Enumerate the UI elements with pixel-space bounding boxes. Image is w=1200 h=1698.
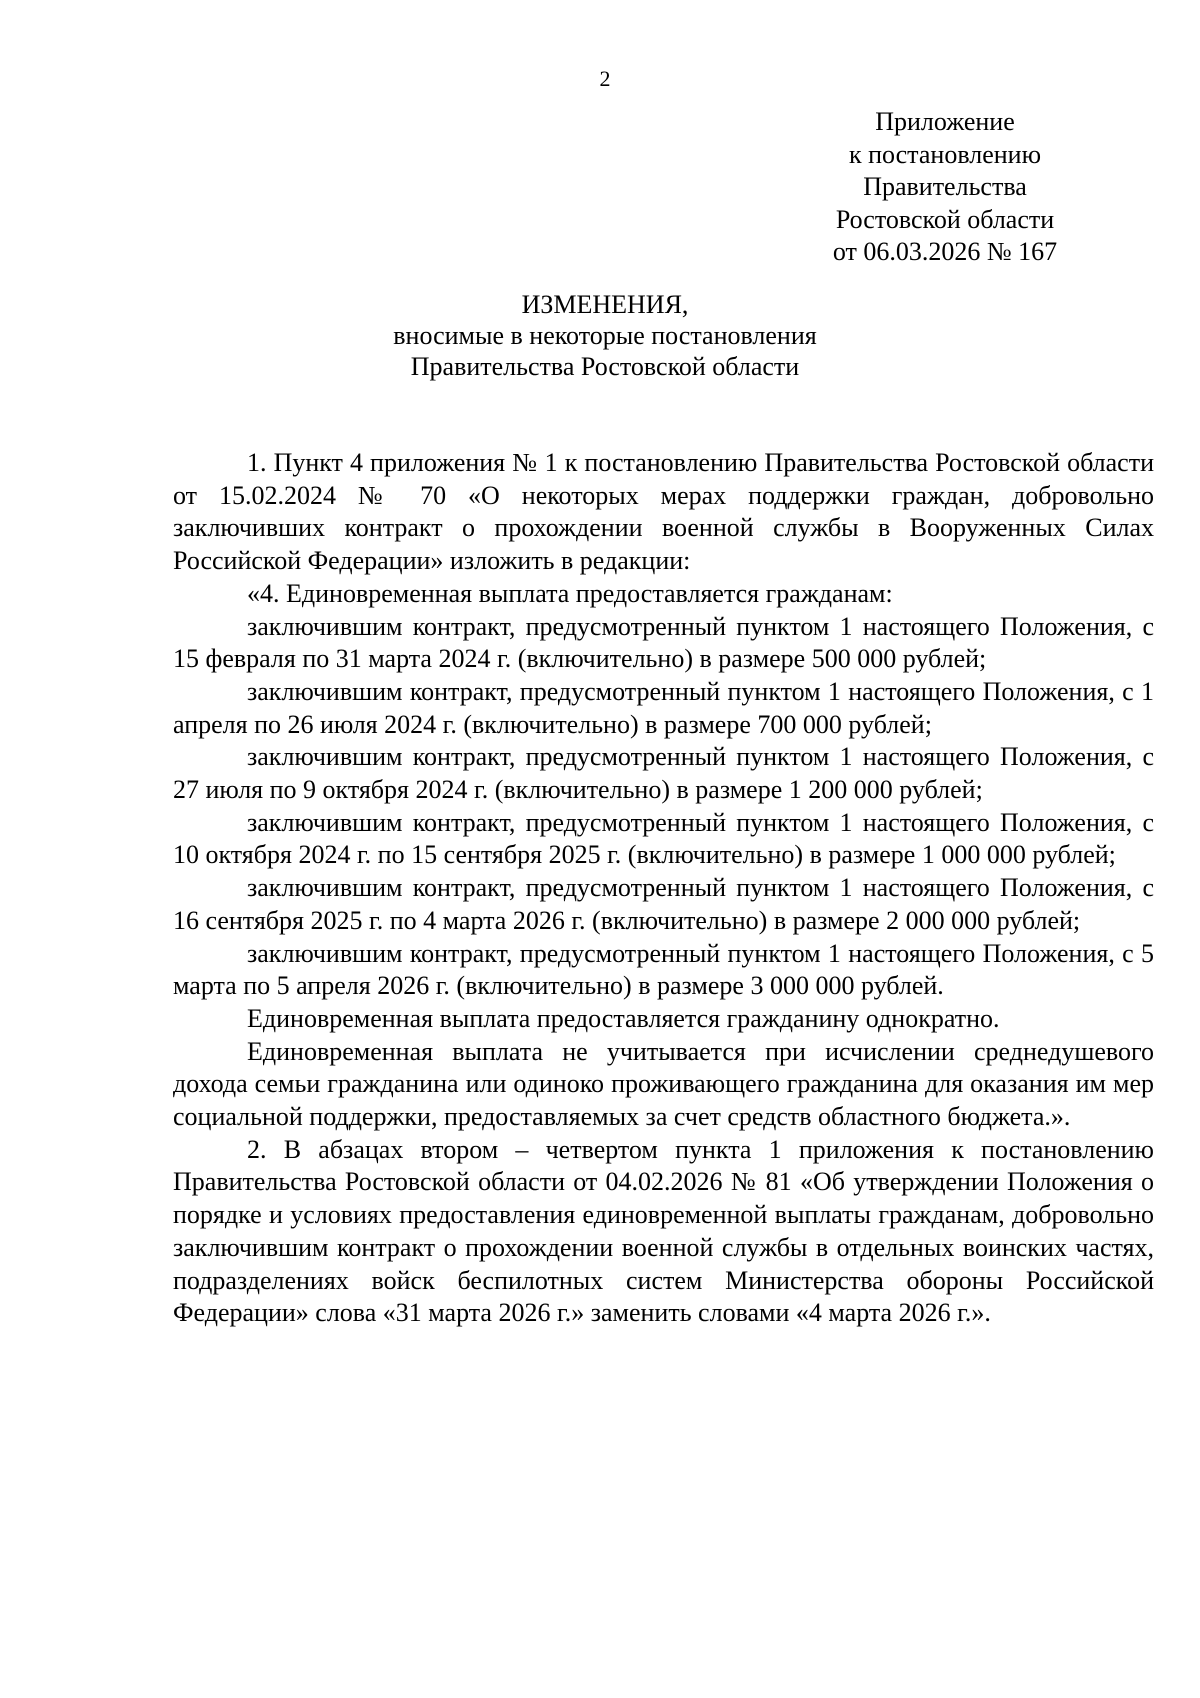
paragraph-payment-3000k: заключившим контракт, предусмотренный пунктом 1 настоящего Положения, с 5 марта по 5 апреля 2026 г. (включительно) в размере 3 000 000 рублей. bbox=[173, 938, 1154, 1001]
heading-title: ИЗМЕНЕНИЯ, bbox=[521, 290, 689, 319]
paragraph-item-2: 2. В абзацах втором – четвертом пункта 1 приложения к постановлению Правительства Ростовской области от 04.02.2026 № 81 «Об утверждении Положения о порядке и условиях предоставления единовременной выплаты гражданам, добровольно заключившим контракт о прохождении военной службы в отдельных воинских частях, подразделениях войск беспилотных систем Министерства обороны Российской Федерации» слова «31 марта 2026 г.» заменить словами «4 марта 2026 г.». bbox=[173, 1134, 1154, 1328]
heading-subtitle: вносимые в некоторые постановления bbox=[393, 321, 817, 350]
paragraph-once: Единовременная выплата предоставляется гражданину однократно. bbox=[247, 1003, 1000, 1033]
document-body bbox=[173, 447, 1154, 1330]
approval-line: к постановлению bbox=[848, 139, 1042, 169]
document-heading bbox=[150, 289, 1060, 382]
approval-line: от 06.03.2026 № 167 bbox=[832, 237, 1058, 266]
paragraph-payment-700k: заключившим контракт, предусмотренный пунктом 1 настоящего Положения, с 1 апреля по 26 июля 2024 г. (включительно) в размере 700 000 рублей; bbox=[173, 676, 1154, 739]
approval-line: Правительства bbox=[863, 172, 1027, 201]
approval-line: Ростовской области bbox=[835, 204, 1055, 234]
paragraph-income: Единовременная выплата не учитывается при исчислении среднедушевого дохода семьи гражданина или одиноко проживающего гражданина для оказания им мер социальной поддержки, предоставляемых за счет средств областного бюджета.». bbox=[173, 1036, 1154, 1132]
paragraph-item-1: 1. Пункт 4 приложения № 1 к постановлению Правительства Ростовской области от 15.02.2024 № 70 «О некоторых мерах поддержки граждан, добровольно заключивших контракт о прохождении военной службы в Вооруженных Силах Российской Федерации» изложить в редакции: bbox=[173, 448, 1154, 576]
paragraph-payment-1200k: заключившим контракт, предусмотренный пунктом 1 настоящего Положения, с 27 июля по 9 октября 2024 г. (включительно) в размере 1 200 000 рублей; bbox=[173, 742, 1154, 805]
approval-line: Приложение bbox=[875, 107, 1015, 136]
approval-block bbox=[800, 106, 1090, 269]
paragraph-payment-1000k: заключившим контракт, предусмотренный пунктом 1 настоящего Положения, с 10 октября 2024 г. по 15 сентября 2025 г. (включительно) в размере 1 000 000 рублей; bbox=[173, 807, 1154, 870]
paragraph-payment-500k: заключившим контракт, предусмотренный пунктом 1 настоящего Положения, с 15 февраля по 31 марта 2024 г. (включительно) в размере 500 000 рублей; bbox=[173, 611, 1154, 674]
paragraph-payment-2000k: заключившим контракт, предусмотренный пунктом 1 настоящего Положения, с 16 сентября 2025 г. по 4 марта 2026 г. (включительно) в размере 2 000 000 рублей; bbox=[173, 873, 1154, 935]
heading-subtitle: Правительства Ростовской области bbox=[410, 352, 800, 381]
paragraph-quote-start: «4. Единовременная выплата предоставляется гражданам: bbox=[247, 578, 893, 608]
page-number: 2 bbox=[599, 66, 611, 91]
